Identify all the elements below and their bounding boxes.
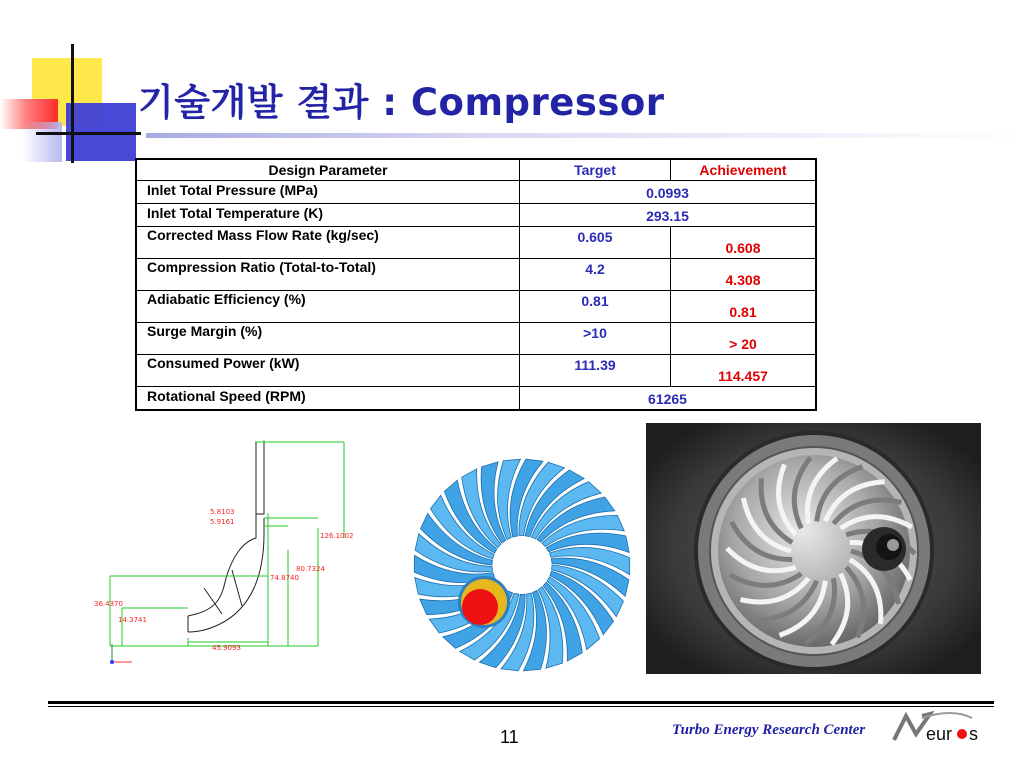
impeller-blades: [414, 459, 629, 671]
table-row: [136, 355, 816, 387]
footer-rule-thin: [48, 706, 994, 707]
slide-title: 기술개발 결과 : Compressor: [138, 81, 665, 124]
achievement-cell: > 20: [671, 323, 817, 355]
compressor-spec-table: [135, 158, 817, 411]
merged-value-cell: 61265: [520, 387, 817, 411]
decor-horizontal-line: [36, 132, 141, 135]
achievement-cell: 4.308: [671, 259, 817, 291]
achievement-cell: 0.81: [671, 291, 817, 323]
cad-dimension-label: 74.8740: [270, 574, 299, 582]
table-row: [136, 227, 816, 259]
parameter-cell: Rotational Speed (RPM): [136, 387, 520, 411]
cad-dimension-label: 45.9093: [212, 644, 241, 652]
cad-dimension-label: 5.9161: [210, 518, 235, 526]
table-row: [136, 181, 816, 204]
table-row: [136, 204, 816, 227]
impeller-photograph: [646, 423, 981, 674]
target-cell: 0.605: [520, 227, 671, 259]
parameter-cell: Inlet Total Temperature (K): [136, 204, 520, 227]
parameter-cell: Consumed Power (kW): [136, 355, 520, 387]
table-row: [136, 387, 816, 411]
header-target: Target: [520, 159, 671, 181]
parameter-cell: Corrected Mass Flow Rate (kg/sec): [136, 227, 520, 259]
parameter-cell: Inlet Total Pressure (MPa): [136, 181, 520, 204]
cad-dimension-label: 80.7324: [296, 565, 325, 573]
parameter-cell: Compression Ratio (Total-to-Total): [136, 259, 520, 291]
merged-value-cell: 293.15: [520, 204, 817, 227]
target-cell: 111.39: [520, 355, 671, 387]
decor-vertical-line: [71, 44, 74, 163]
logo-text: eur: [926, 724, 953, 744]
parameter-cell: Surge Margin (%): [136, 323, 520, 355]
target-cell: >10: [520, 323, 671, 355]
page-number: 11: [500, 727, 519, 747]
table-row: [136, 291, 816, 323]
table-row: [136, 259, 816, 291]
cad-dimension-label: 14.3741: [118, 616, 147, 624]
cad-dimension-label: 36.4370: [94, 600, 123, 608]
logo-text-end: s: [969, 724, 978, 744]
impeller-3d-render: [412, 450, 642, 685]
parameter-cell: Adiabatic Efficiency (%): [136, 291, 520, 323]
target-cell: 4.2: [520, 259, 671, 291]
table-header-row: [136, 159, 816, 181]
merged-value-cell: 0.0993: [520, 181, 817, 204]
header-design-parameter: Design Parameter: [136, 159, 520, 181]
logo-red-dot: [957, 729, 967, 739]
table-row: [136, 323, 816, 355]
cad-dimension-label: 5.8103: [210, 508, 235, 516]
impeller-nose-cone: [462, 589, 498, 625]
achievement-cell: 114.457: [671, 355, 817, 387]
achievement-cell: 0.608: [671, 227, 817, 259]
footer-rule-thick: [48, 701, 994, 704]
neuros-logo: [892, 708, 988, 748]
title-underline: [146, 133, 1024, 138]
decor-blue-fade: [22, 122, 62, 162]
target-cell: 0.81: [520, 291, 671, 323]
header-achievement: Achievement: [671, 159, 817, 181]
organization-name: Turbo Energy Research Center: [672, 722, 866, 738]
cad-meridional-drawing: [92, 438, 354, 668]
cad-dimension-label: 126.1002: [320, 532, 354, 540]
